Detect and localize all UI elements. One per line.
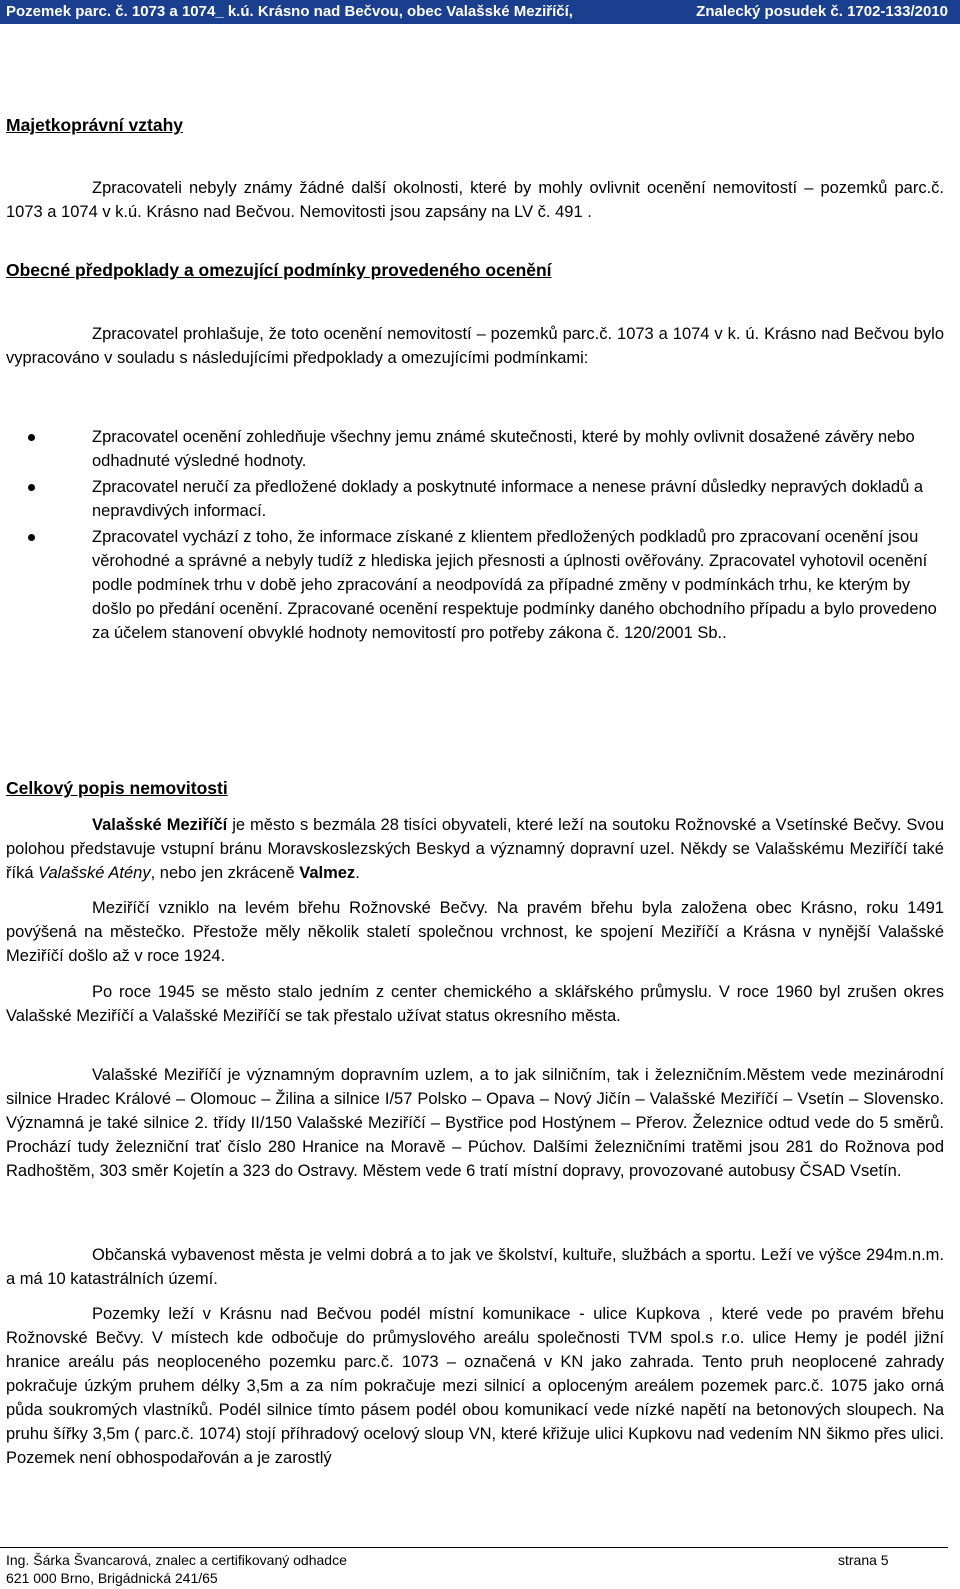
list-item — [6, 525, 944, 645]
ownership-text: Zpracovateli nebyly známy žádné další okolnosti, které by mohly ovlivnit ocenění nemovitostí – pozemků parc.č. 1073 a 1074 v k.ú. Krásno nad Bečvou. Nemovitosti jsou zapsány na LV č. 491 . — [6, 179, 944, 221]
footer-divider — [0, 1547, 948, 1548]
list-item-text: Zpracovatel neručí za předložené doklady a poskytnuté informace a nenese právní důsledky nepravých dokladů a nepravdivých informací. — [92, 478, 924, 520]
bullet-icon — [28, 434, 35, 441]
city-name-bold: Valašské Meziříčí — [92, 816, 228, 834]
header-right-text: Znalecký posudek č. 1702-133/2010 — [696, 3, 948, 20]
bullet-icon — [28, 534, 35, 541]
assumptions-list — [6, 425, 944, 647]
footer-page-number: strana 5 — [838, 1552, 889, 1568]
text-run: je město s bezmála 28 tisíci obyvateli, které leží na soutoku Rožnovské a Vsetínské Bečvy. Svou polohou představuje vstupní bránu Moravskoslezských Beskyd a významný dopravní uzel. Někdy se Valašskému Meziříčí také říká — [6, 816, 944, 882]
nickname-italic: Valašské Atény — [38, 864, 151, 882]
list-item-text: Zpracovatel vychází z toho, že informace získané z klientem předložených podkladů pro zpracovaní ocenění jsou věrohodné a správné a nebyly tudíž z hlediska jejich přesnosti a úplnosti ověřovány. Zpracovatel vyhotovil ocenění podle podmínek trhu v době jeho zpracování a neodpovídá za případné změny v podmínkách trhu, ke kterým by došlo po předání ocenění. Zpracované ocenění respektuje podmínky daného obchodního případu a bylo provedeno za účelem stanovení obvyklé hodnoty nemovitostí pro potřeby zákona č. 120/2001 Sb.. — [92, 528, 937, 642]
description-paragraph-3: Po roce 1945 se město stalo jedním z center chemického a sklářského průmyslu. V roce 1960 byl zrušen okres Valašské Meziříčí a Valašské Meziříčí se tak přestalo užívat status okresního města. — [6, 983, 944, 1025]
description-paragraph-1 — [6, 813, 944, 885]
description-paragraph-5: Občanská vybavenost města je velmi dobrá a to jak ve školství, kultuře, službách a sportu. Leží ve výšce 294m.n.m. a má 10 katastrálních území. — [6, 1246, 944, 1288]
list-item — [6, 475, 944, 523]
assumptions-intro: Zpracovatel prohlašuje, že toto ocenění nemovitostí – pozemků parc.č. 1073 a 1074 v k. ú. Krásno nad Bečvou bylo vypracováno v souladu s následujícími předpoklady a omezujícími podmínkami: — [6, 325, 944, 367]
assumptions-title: Obecné předpoklady a omezující podmínky provedeného ocenění — [6, 260, 552, 280]
list-item — [6, 425, 944, 473]
page-header — [0, 0, 960, 24]
footer-address: 621 000 Brno, Brigádnická 241/65 — [6, 1570, 218, 1586]
text-run: , nebo jen zkráceně — [150, 864, 300, 882]
list-item-text: Zpracovatel ocenění zohledňuje všechny jemu známé skutečnosti, které by mohly ovlivnit dosažené závěry nebo odhadnuté výsledné hodnoty. — [92, 428, 915, 470]
ownership-title: Majetkoprávní vztahy — [6, 115, 183, 135]
description-paragraph-2: Meziříčí vzniklo na levém břehu Rožnovské Bečvy. Na pravém břehu byla založena obec Krásno, roku 1491 povýšená na městečko. Přestože měly několik staletí společnou vrchnost, ke spojení Meziříčí a Krásna v nynější Valašské Meziříčí došlo až v roce 1924. — [6, 899, 944, 965]
short-name-bold: Valmez — [299, 864, 356, 882]
description-title: Celkový popis nemovitosti — [6, 778, 228, 798]
header-left-text: Pozemek parc. č. 1073 a 1074_ k.ú. Krásno nad Bečvou, obec Valašské Meziříčí, — [6, 3, 573, 20]
bullet-icon — [28, 484, 35, 491]
footer-author: Ing. Šárka Švancarová, znalec a certifikovaný odhadce — [6, 1552, 347, 1568]
description-paragraph-4: Valašské Meziříčí je významným dopravním uzlem, a to jak silničním, tak i železničním.Městem vede mezinárodní silnice Hradec Králové – Olomouc – Žilina a silnice I/57 Polsko – Opava – Nový Jičín – Valašské Meziříčí – Vsetín – Slovensko. Významná je také silnice 2. třídy II/150 Valašské Meziříčí – Bystřice pod Hostýnem – Přerov. Železnice odtud vede do 5 směrů. Prochází tudy železniční trať číslo 280 Hranice na Moravě – Púchov. Dalšími železničními tratěmi jsou 281 do Rožnova pod Radhoštěm, 303 směr Kojetín a 323 do Ostravy. Městem vede 6 tratí místní dopravy, provozované autobusy ČSAD Vsetín. — [6, 1066, 944, 1180]
description-paragraph-6: Pozemky leží v Krásnu nad Bečvou podél místní komunikace - ulice Kupkova , které vede po pravém břehu Rožnovské Bečvy. V místech kde odbočuje do průmyslového areálu společnosti TVM spol.s r.o. ulice Hemy je podél jižní hranice areálu pás neoploceného pozemku parc.č. 1073 – označená v KN jako zahrada. Tento pruh neoplocené zahrady pokračuje úzkým pruhem délky 3,5m a za ním pokračuje mezi silnicí a oploceným areálem pozemek parc.č. 1075 jako orná půda soukromých vlastníků. Podél silnice tímto pásem podél obou komunikací vede nízké napětí na betonových sloupech. Na pruhu šířky 3,5m ( parc.č. 1074) stojí příhradový ocelový sloup VN, které křižuje ulici Kupkovu nad vedením NN šikmo přes ulici. Pozemek není obhospodařován a je zarostlý — [6, 1305, 944, 1467]
text-run: . — [355, 864, 360, 882]
